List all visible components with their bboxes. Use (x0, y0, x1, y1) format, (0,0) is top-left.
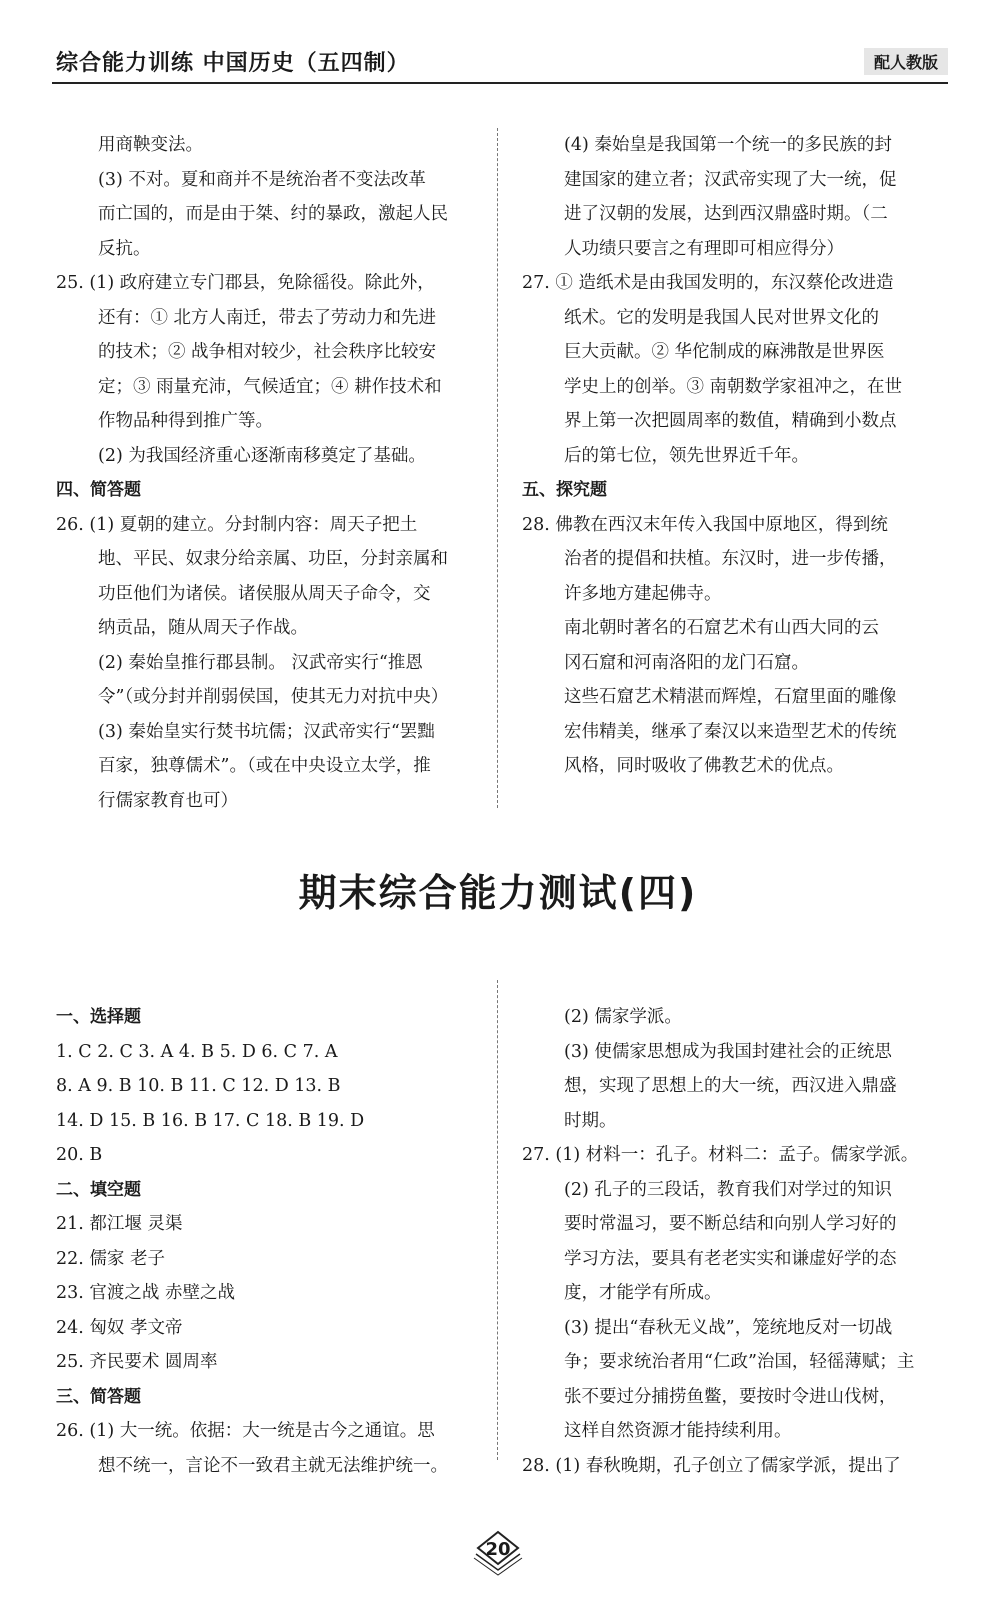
section-title: 期末综合能力测试(四) (298, 871, 698, 915)
text-line: 定；③ 雨量充沛，气候适宜；④ 耕作技术和 (98, 376, 442, 397)
text-line: 巨大贡献。② 华佗制成的麻沸散是世界医 (564, 342, 885, 362)
page-number: 20 (485, 1539, 511, 1560)
text-line: 进了汉朝的发展，达到西汉鼎盛时期。（二 (564, 204, 888, 224)
text-line: 想不统一，言论不一致君主就无法维护统一。 (98, 1455, 448, 1476)
answer-row: 23. 官渡之战 赤壁之战 (56, 1283, 235, 1303)
text-line: 还有：① 北方人南迁，带去了劳动力和先进 (98, 307, 437, 328)
text-line: (2) 儒家学派。 (564, 1007, 682, 1027)
text-line: (4) 秦始皇是我国第一个统一的多民族的封 (564, 135, 892, 155)
text-line: 要时常温习，要不断总结和向别人学习好的 (564, 1214, 897, 1234)
text-line: 反抗。 (98, 238, 151, 259)
text-line: (3) 使儒家思想成为我国封建社会的正统思 (564, 1041, 892, 1062)
answer-row: 21. 都江堰 灵渠 (56, 1214, 183, 1234)
section-heading: 五、探究题 (522, 480, 607, 500)
text-line: 令”（或分封并削弱侯国，使其无力对抗中央） (98, 687, 449, 707)
answer-row: 25. 齐民要术 圆周率 (56, 1352, 218, 1372)
section-heading: 一、选择题 (56, 1007, 141, 1027)
page-number-badge (458, 1528, 538, 1576)
text-line: 张不要过分捕捞鱼鳖，要按时令进山伐树， (564, 1386, 897, 1407)
top-left-column (56, 128, 476, 818)
question-26: 26. (1) 夏朝的建立。分封制内容：周天子把土 (56, 514, 418, 535)
book-title: 综合能力训练 中国历史（五四制） (56, 51, 410, 76)
text-line: 时期。 (564, 1110, 617, 1131)
answer-row: 14. D 15. B 16. B 17. C 18. B 19. D (56, 1110, 365, 1131)
text-line: 用商鞅变法。 (98, 135, 203, 155)
text-line: 纳贡品，随从周天子作战。 (98, 618, 308, 638)
text-line: 百家，独尊儒术”。（或在中央设立太学，推 (98, 756, 431, 776)
text-line: 想，实现了思想上的大一统，西汉进入鼎盛 (564, 1076, 897, 1096)
text-line: (2) 为我国经济重心逐渐南移奠定了基础。 (98, 445, 426, 466)
column-divider (497, 980, 498, 1460)
answer-row: 24. 匈奴 孝文帝 (56, 1317, 183, 1338)
question-27: 27. (1) 材料一：孔子。材料二：孟子。儒家学派。 (522, 1145, 919, 1165)
question-28: 28. (1) 春秋晚期，孔子创立了儒家学派，提出了 (522, 1455, 901, 1476)
text-line: 地、平民、奴隶分给亲属、功臣，分封亲属和 (98, 549, 448, 569)
question-28: 28. 佛教在西汉末年传入我国中原地区，得到统 (522, 514, 888, 535)
text-line: 界上第一次把圆周率的数值，精确到小数点 (564, 411, 897, 431)
text-line: (2) 秦始皇推行郡县制。 汉武帝实行“推恩 (98, 652, 423, 673)
text-line: 许多地方建起佛寺。 (564, 583, 722, 604)
question-25: 25. (1) 政府建立专门郡县，免除徭役。除此外， (56, 273, 435, 293)
text-line: 南北朝时著名的石窟艺术有山西大同的云 (564, 618, 879, 638)
answer-row: 22. 儒家 老子 (56, 1248, 165, 1269)
text-line: 作物品种得到推广等。 (98, 411, 273, 431)
bottom-right-column (522, 1000, 952, 1483)
text-line: 建国家的建立者；汉武帝实现了大一统，促 (564, 169, 897, 190)
text-line: (3) 提出“春秋无义战”，笼统地反对一切战 (564, 1317, 893, 1338)
answer-row: 20. B (56, 1145, 103, 1165)
question-26: 26. (1) 大一统。依据：大一统是古今之通谊。思 (56, 1421, 435, 1441)
text-line: 行儒家教育也可） (98, 790, 238, 811)
text-line: 而亡国的，而是由于桀、纣的暴政，激起人民 (98, 204, 448, 224)
text-line: 学习方法，要具有老老实实和谦虚好学的态 (564, 1248, 897, 1269)
text-line: 人功绩只要言之有理即可相应得分） (564, 238, 844, 259)
section-heading: 三、简答题 (56, 1386, 141, 1407)
text-line: (3) 秦始皇实行焚书坑儒；汉武帝实行“罢黜 (98, 721, 435, 742)
text-line: 的技术；② 战争相对较少，社会秩序比较安 (98, 342, 437, 362)
text-line: 后的第七位，领先世界近千年。 (564, 445, 809, 466)
text-line: 学史上的创举。③ 南朝数学家祖冲之，在世 (564, 376, 903, 397)
text-line: 度，才能学有所成。 (564, 1283, 722, 1303)
text-line: 治者的提倡和扶植。东汉时，进一步传播， (564, 549, 897, 569)
page-header (52, 42, 948, 84)
text-line: 宏伟精美，继承了秦汉以来造型艺术的传统 (564, 721, 897, 742)
bottom-left-column (56, 1000, 476, 1483)
text-line: (2) 孔子的三段话，教育我们对学过的知识 (564, 1179, 892, 1200)
section-heading: 四、简答题 (56, 480, 141, 500)
column-divider (497, 128, 498, 808)
top-right-column (522, 128, 952, 784)
text-line: (3) 不对。夏和商并不是统治者不变法改革 (98, 169, 426, 190)
section-heading: 二、填空题 (56, 1179, 141, 1200)
text-line: 功臣他们为诸侯。诸侯服从周天子命令，交 (98, 583, 431, 604)
text-line: 风格，同时吸收了佛教艺术的优点。 (564, 756, 844, 776)
question-27: 27. ① 造纸术是由我国发明的，东汉蔡伦改进造 (522, 273, 894, 293)
text-line: 冈石窟和河南洛阳的龙门石窟。 (564, 652, 809, 673)
text-line: 这些石窟艺术精湛而辉煌，石窟里面的雕像 (564, 687, 897, 707)
answer-row: 1. C 2. C 3. A 4. B 5. D 6. C 7. A (56, 1041, 338, 1062)
text-line: 这样自然资源才能持续利用。 (564, 1421, 792, 1441)
text-line: 纸术。它的发明是我国人民对世界文化的 (564, 307, 879, 328)
answer-row: 8. A 9. B 10. B 11. C 12. D 13. B (56, 1076, 341, 1096)
text-line: 争；要求统治者用“仁政”治国，轻徭薄赋；主 (564, 1352, 915, 1372)
edition-badge: 配人教版 (864, 48, 948, 75)
